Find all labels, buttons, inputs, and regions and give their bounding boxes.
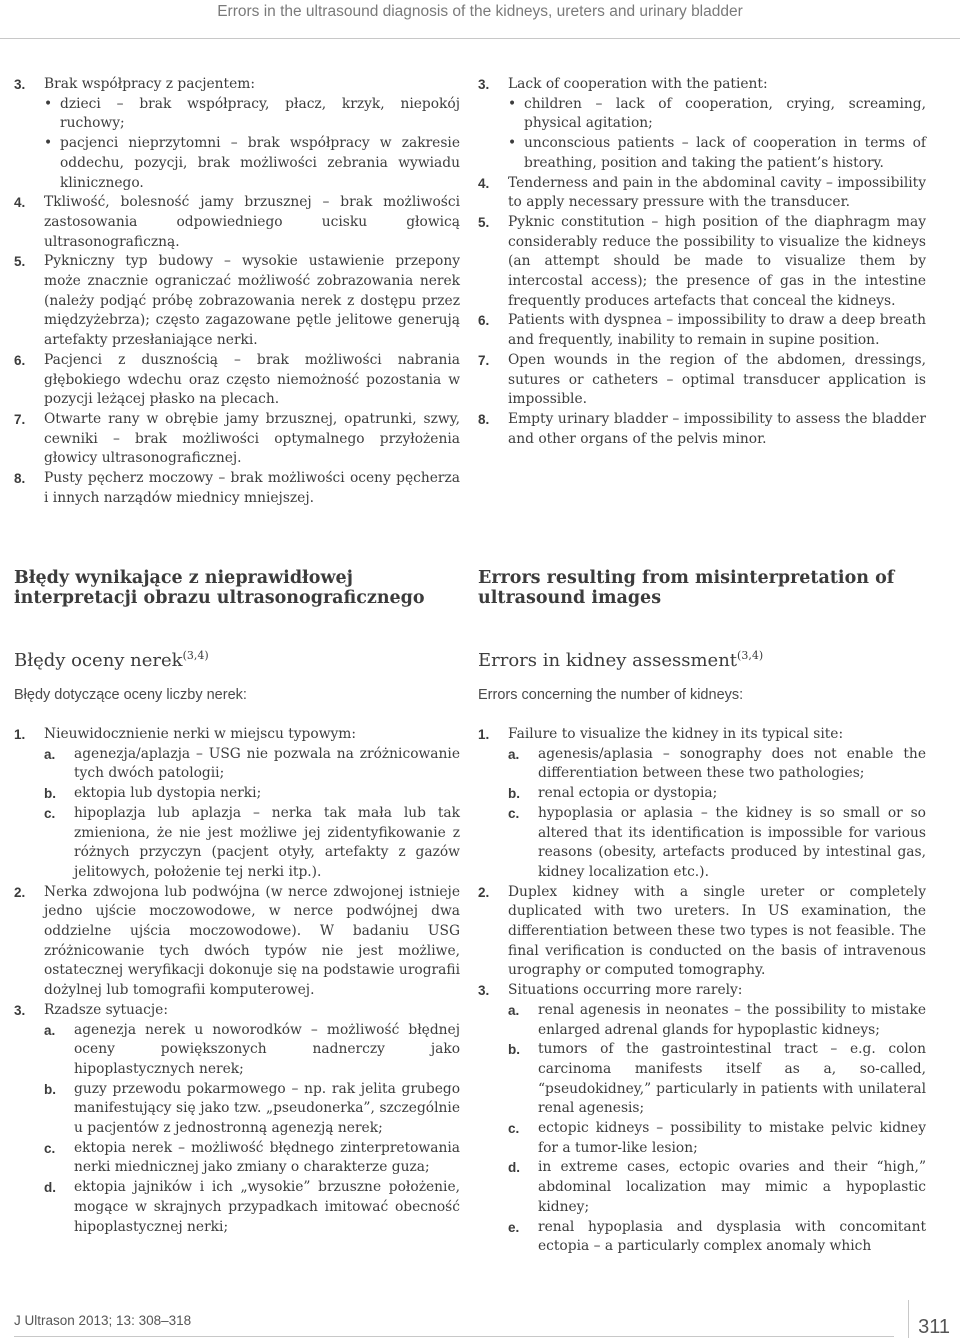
bullet-icon: • — [508, 95, 517, 112]
bullet-icon: • — [44, 135, 53, 152]
pl-bottom-column — [14, 725, 460, 1237]
item-number: 3. — [14, 1002, 26, 1018]
sub-item-letter: e. — [508, 1219, 520, 1235]
sub-item-letter: c. — [508, 1121, 520, 1137]
list-item — [14, 1001, 460, 1237]
running-header — [0, 0, 960, 40]
bullet-text: children – lack of cooperation, crying, screaming, physical agitation; — [524, 95, 926, 132]
item-number: 4. — [14, 195, 26, 211]
pl-subsection-text: Błędy oceny nerek — [14, 650, 183, 671]
sub-item-text: agenezja nerek u noworodków – możliwość błędnej oceny powiększonych nadnerczy jako hipoplastycznych nerek; — [74, 1021, 460, 1077]
pl-top-column — [14, 75, 460, 508]
footer-divider — [14, 1336, 894, 1337]
sub-item — [508, 784, 926, 804]
sub-item-text: tumors of the gastrointestinal tract – e.g. colon carcinoma manifests itself as a, so-called, “pseudokidney,” particularly in patients with unilateral renal agenesis; — [538, 1041, 926, 1117]
list-item — [14, 883, 460, 1001]
sub-item-letter: a. — [44, 746, 56, 762]
item-text: Tkliwość, bolesność jamy brzusznej – brak możliwości zastosowania odpowiedniego ucisku głowicą ultrasonograficzną. — [44, 194, 460, 250]
sub-list — [44, 1021, 460, 1238]
sub-item — [508, 804, 926, 883]
list-item — [14, 75, 460, 193]
list-item — [478, 981, 926, 1257]
sub-item-text: guzy przewodu pokarmowego – np. rak jelita grubego manifestujący się jako tzw. „pseudonerka”, szczególnie u pacjentów z jednostronną agenezją nerek; — [74, 1080, 460, 1137]
en-kidney-error-list — [478, 725, 926, 1257]
pl-subsection-title — [14, 645, 209, 672]
sub-item-letter: a. — [508, 1002, 520, 1018]
bullet-item — [508, 134, 926, 173]
bullet-text: pacjenci nieprzytomni – brak współpracy w zakresie oddechu, pozycji, brak możliwości zebrania wywiadu klinicznego. — [60, 135, 460, 191]
sub-list — [508, 1001, 926, 1257]
en-top-column — [478, 75, 926, 449]
sub-item-text: renal hypoplasia and dysplasia with concomitant ectopia – a particularly complex anomaly which — [538, 1218, 926, 1255]
list-item — [478, 213, 926, 312]
item-number: 8. — [478, 411, 490, 427]
sub-item-text: hipoplazja lub aplazja – nerka tak mała lub tak zmieniona, że nie jest możliwe jej zidentyfikowanie z różnych przyczyn (pacjent otyły, artefakty z gazów jelitowych, położenie tej nerki itp.). — [74, 804, 460, 880]
bullet-item — [44, 95, 460, 134]
bullet-item — [508, 95, 926, 134]
item-text: Brak współpracy z pacjentem: — [44, 76, 255, 92]
sub-item — [44, 1178, 460, 1237]
sub-item — [508, 1158, 926, 1217]
item-text: Rzadsze sytuacje: — [44, 1001, 168, 1018]
list-item — [478, 75, 926, 174]
sub-item — [508, 745, 926, 784]
item-text: Open wounds in the region of the abdomen, dressings, sutures or catheters – optimal transducer application is impossible. — [508, 351, 926, 408]
item-number: 3. — [478, 77, 490, 92]
item-number: 7. — [14, 411, 26, 427]
sub-item — [508, 1218, 926, 1257]
en-section-title: Errors resulting from misinterpretation of ultrasound images — [478, 568, 895, 608]
list-item — [478, 725, 926, 883]
item-text: Nerka zdwojona lub podwójna (w nerce zdwojonej istnieje jedno ujście moczowodowe, w nerce podwójnej dwa oddzielne ujścia moczowodowe). W badaniu USG zróżnicowanie tych dwóch typów nie jest możliwe, ostatecznej weryfikacji dokonuje się na podstawie urografii dożylnej lub tomografii komputerowej. — [44, 883, 460, 999]
item-text: Pyknic constitution – high position of the diaphragm may considerably reduce the possibility to visualize the kidneys (an attempt should be made to visualize them by intercostal access); the presence of gas in the intestine frequently produces artefacts that conceal the kidneys. — [508, 213, 926, 309]
en-bottom-column — [478, 725, 926, 1257]
list-item — [478, 311, 926, 350]
en-subsection-title — [478, 645, 763, 672]
item-number: 1. — [14, 727, 26, 742]
item-text: Lack of cooperation with the patient: — [508, 76, 768, 92]
item-number: 3. — [478, 983, 490, 999]
item-number: 1. — [478, 727, 490, 742]
sub-list — [44, 745, 460, 883]
list-item — [478, 351, 926, 410]
bullet-icon: • — [508, 135, 517, 152]
item-text: Nieuwidocznienie nerki w miejscu typowym: — [44, 726, 357, 742]
list-item — [14, 252, 460, 351]
item-text: Tenderness and pain in the abdominal cavity – impossibility to apply necessary pressure with the transducer. — [508, 174, 926, 211]
item-text: Pykniczny typ budowy – wysokie ustawienie przepony może znacznie ograniczać możliwość zobrazowania nerek (należy podjąć próbę zobrazowania nerek z dostępu przez międzyżebrza); często zagazowane pętle jelitowe generują artefakty przesłaniające nerki. — [44, 253, 460, 349]
sub-item-text: renal ectopia or dystopia; — [538, 785, 718, 802]
pl-section-title: Błędy wynikające z nieprawidłowej interpretacji obrazu ultrasonograficznego — [14, 568, 425, 608]
item-number: 2. — [478, 884, 490, 900]
sub-item — [508, 1040, 926, 1119]
item-number: 8. — [14, 471, 26, 487]
list-item — [14, 193, 460, 252]
sub-item-text: renal agenesis in neonates – the possibility to mistake enlarged adrenal glands for hypoplastic kidneys; — [538, 1001, 926, 1038]
sub-item-text: ektopia nerek – możliwość błędnego zinterpretowania nerki miednicznej jako zmiany o charakterze guza; — [74, 1139, 460, 1176]
sub-item-letter: c. — [44, 805, 56, 821]
sub-item — [508, 1119, 926, 1158]
item-number: 6. — [478, 313, 490, 329]
sub-item-text: hypoplasia or aplasia – the kidney is so small or so altered that its identification is impossible for various reasons (obesity, artefacts produced by intestinal gas, kidney localization etc.). — [538, 804, 926, 880]
sub-item-letter: c. — [508, 805, 520, 821]
sub-item-text: in extreme cases, ectopic ovaries and their “high,” abdominal localization may mimic a hypoplastic kidney; — [538, 1159, 926, 1215]
pl-intro: Błędy dotyczące oceny liczby nerek: — [14, 687, 247, 703]
item-text: Empty urinary bladder – impossibility to assess the bladder and other organs of the pelvis minor. — [508, 410, 926, 447]
list-item — [14, 351, 460, 410]
en-subsection-ref: (3,4) — [737, 649, 764, 662]
sub-item — [44, 784, 460, 804]
item-number: 4. — [478, 175, 490, 191]
pl-subsection-ref: (3,4) — [182, 649, 209, 662]
list-item — [478, 410, 926, 449]
item-text: Situations occurring more rarely: — [508, 982, 743, 999]
item-text: Failure to visualize the kidney in its typical site: — [508, 726, 844, 742]
page-number-divider — [908, 1300, 909, 1338]
bullet-item — [44, 134, 460, 193]
sub-item-text: ektopia lub dystopia nerki; — [74, 785, 262, 802]
list-item — [14, 725, 460, 883]
en-subsection-text: Errors in kidney assessment — [478, 650, 738, 671]
sub-item-text: ektopia jajników i ich „wysokie” brzuszne położenie, mogące w skrajnych przypadkach imitować obecność hipoplastycznej nerki; — [74, 1179, 460, 1235]
sub-item-letter: d. — [508, 1160, 520, 1176]
item-text: Duplex kidney with a single ureter or completely duplicated with two ureters. In US examination, the differentiation between these two types is not feasible. The final verification is conducted on the basis of intravenous urography or computed tomography. — [508, 883, 926, 979]
sub-item — [44, 1080, 460, 1139]
sub-list — [508, 745, 926, 883]
item-number: 6. — [14, 352, 26, 368]
sub-item — [44, 1021, 460, 1080]
item-text: Pacjenci z dusznością – brak możliwości nabrania głębokiego wdechu oraz często niemożność pozostania w pozycji leżącej płasko na plecach. — [44, 351, 460, 408]
header-divider — [0, 38, 960, 39]
list-item — [14, 410, 460, 469]
sub-item-text: agenezja/aplazja – USG nie pozwala na zróżnicowanie tych dwóch patologii; — [74, 745, 460, 782]
list-item — [478, 174, 926, 213]
item-number: 5. — [478, 214, 490, 230]
sub-item-letter: c. — [44, 1140, 56, 1156]
en-intro: Errors concerning the number of kidneys: — [478, 687, 744, 703]
sub-item-letter: b. — [44, 1081, 56, 1097]
pl-kidney-error-list — [14, 725, 460, 1237]
pl-problem-list — [14, 75, 460, 508]
sub-item-letter: a. — [44, 1022, 56, 1038]
journal-citation: J Ultrason 2013; 13: 308–318 — [14, 1313, 192, 1328]
list-item — [14, 469, 460, 508]
sub-item-letter: d. — [44, 1180, 56, 1196]
sub-item — [44, 745, 460, 784]
sub-item — [44, 804, 460, 883]
item-text: Pusty pęcherz moczowy – brak możliwości oceny pęcherza i innych narządów miednicy mniejszej. — [44, 470, 460, 506]
sub-item-text: ectopic kidneys – possibility to mistake pelvic kidney for a tumor-like lesion; — [538, 1120, 926, 1156]
sub-item — [44, 1139, 460, 1178]
sub-item-letter: b. — [508, 786, 520, 802]
item-number: 5. — [14, 254, 26, 270]
sub-item-text: agenesis/aplasia – sonography does not enable the differentiation between these two pathologies; — [538, 745, 926, 782]
en-problem-list — [478, 75, 926, 449]
bullet-icon: • — [44, 95, 53, 112]
bullet-text: dzieci – brak współpracy, płacz, krzyk, niepokój ruchowy; — [60, 95, 460, 132]
item-number: 2. — [14, 884, 26, 900]
sub-item — [508, 1001, 926, 1040]
item-number: 3. — [14, 77, 26, 92]
running-header-title: Errors in the ultrasound diagnosis of the kidneys, ureters and urinary bladder — [217, 3, 743, 20]
item-text: Patients with dyspnea – impossibility to draw a deep breath and frequently, inability to remain in supine position. — [508, 312, 926, 349]
list-item — [478, 883, 926, 982]
page-number: 311 — [918, 1316, 950, 1338]
sub-item-letter: b. — [508, 1042, 520, 1058]
sub-item-letter: a. — [508, 746, 520, 762]
sub-item-letter: b. — [44, 786, 56, 802]
item-number: 7. — [478, 352, 490, 368]
item-text: Otwarte rany w obrębie jamy brzusznej, opatrunki, szwy, cewniki – brak możliwości optymalnego przyłożenia głowicy ultrasonograficznej. — [44, 410, 460, 467]
bullet-text: unconscious patients – lack of cooperation in terms of breathing, position and taking the patient’s history. — [524, 135, 926, 171]
